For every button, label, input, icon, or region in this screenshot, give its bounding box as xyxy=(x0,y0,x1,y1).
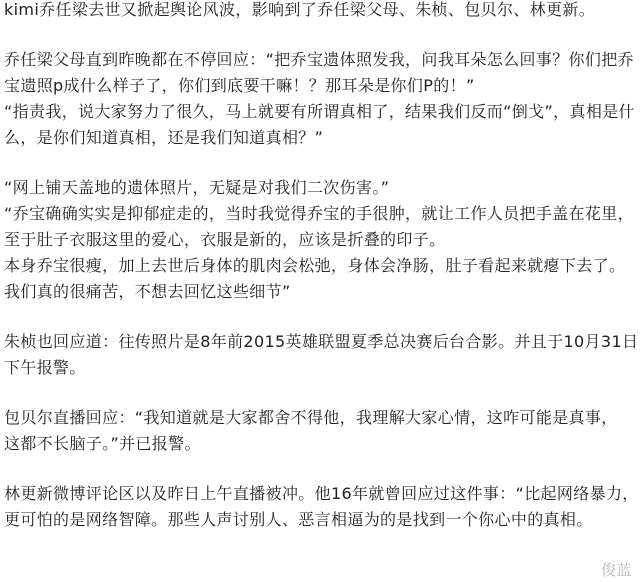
text-line: “乔宝确确实实是抑郁症走的，当时我觉得乔宝的手很肿，就让工作人员把手盖在花里， xyxy=(4,204,634,223)
paragraph-intro xyxy=(4,0,634,23)
text-line: 下午报警。 xyxy=(4,358,86,377)
text-line: kimi乔任梁去世又掀起舆论风波，影响到了乔任梁父母、朱桢、包贝尔、林更新。 xyxy=(4,0,596,19)
paragraph-baobeier xyxy=(4,405,634,457)
paragraph-parents-response xyxy=(4,47,634,151)
text-line: 本身乔宝很瘦，加上去世后身体的肌肉会松弛，身体会净肠，肚子看起来就瘪下去了。 xyxy=(4,256,626,275)
paragraph-lingengxin xyxy=(4,481,639,533)
text-line: 么，是你们知道真相，还是我们知道真相？” xyxy=(4,128,324,147)
text-line: 至于肚子衣服这里的爱心，衣服是新的，应该是折叠的印子。 xyxy=(4,230,446,249)
text-line: 我们真的很痛苦，不想去回忆这些细节” xyxy=(4,282,291,301)
paragraph-zhuzhen xyxy=(4,329,639,381)
text-line: 乔任梁父母直到昨晚都在不停回应：“把乔宝遗体照发我，问我耳朵怎么回事？你们把乔 xyxy=(4,50,634,69)
paragraph-parents-quote xyxy=(4,175,634,305)
watermark: 俊蓝 xyxy=(600,561,632,579)
text-line: 这都不长脑子。”并已报警。 xyxy=(4,434,201,453)
text-line: 更可怕的是网络智障。那些人声讨别人、恶言相逼为的是找到一个你心中的真相。 xyxy=(4,510,593,529)
text-line: “指责我，说大家努力了很久，马上就要有所谓真相了，结果我们反而“倒戈”，真相是什 xyxy=(4,102,635,121)
text-line: 林更新微博评论区以及昨日上午直播被冲。他16年就曾回应过这件事：“比起网络暴力， xyxy=(4,484,639,503)
text-line: 朱桢也回应道：往传照片是8年前2015英雄联盟夏季总决赛后台合影。并且于10月31日 xyxy=(4,332,639,351)
text-line: 宝遗照p成什么样子了，你们到底要干嘛！？那耳朵是你们P的！” xyxy=(4,76,475,95)
text-line: 包贝尔直播回应：“我知道就是大家都舍不得他，我理解大家心情，这咋可能是真事， xyxy=(4,408,618,427)
article-body xyxy=(4,0,639,557)
text-line: “网上铺天盖地的遗体照片，无疑是对我们二次伤害。” xyxy=(4,178,390,197)
